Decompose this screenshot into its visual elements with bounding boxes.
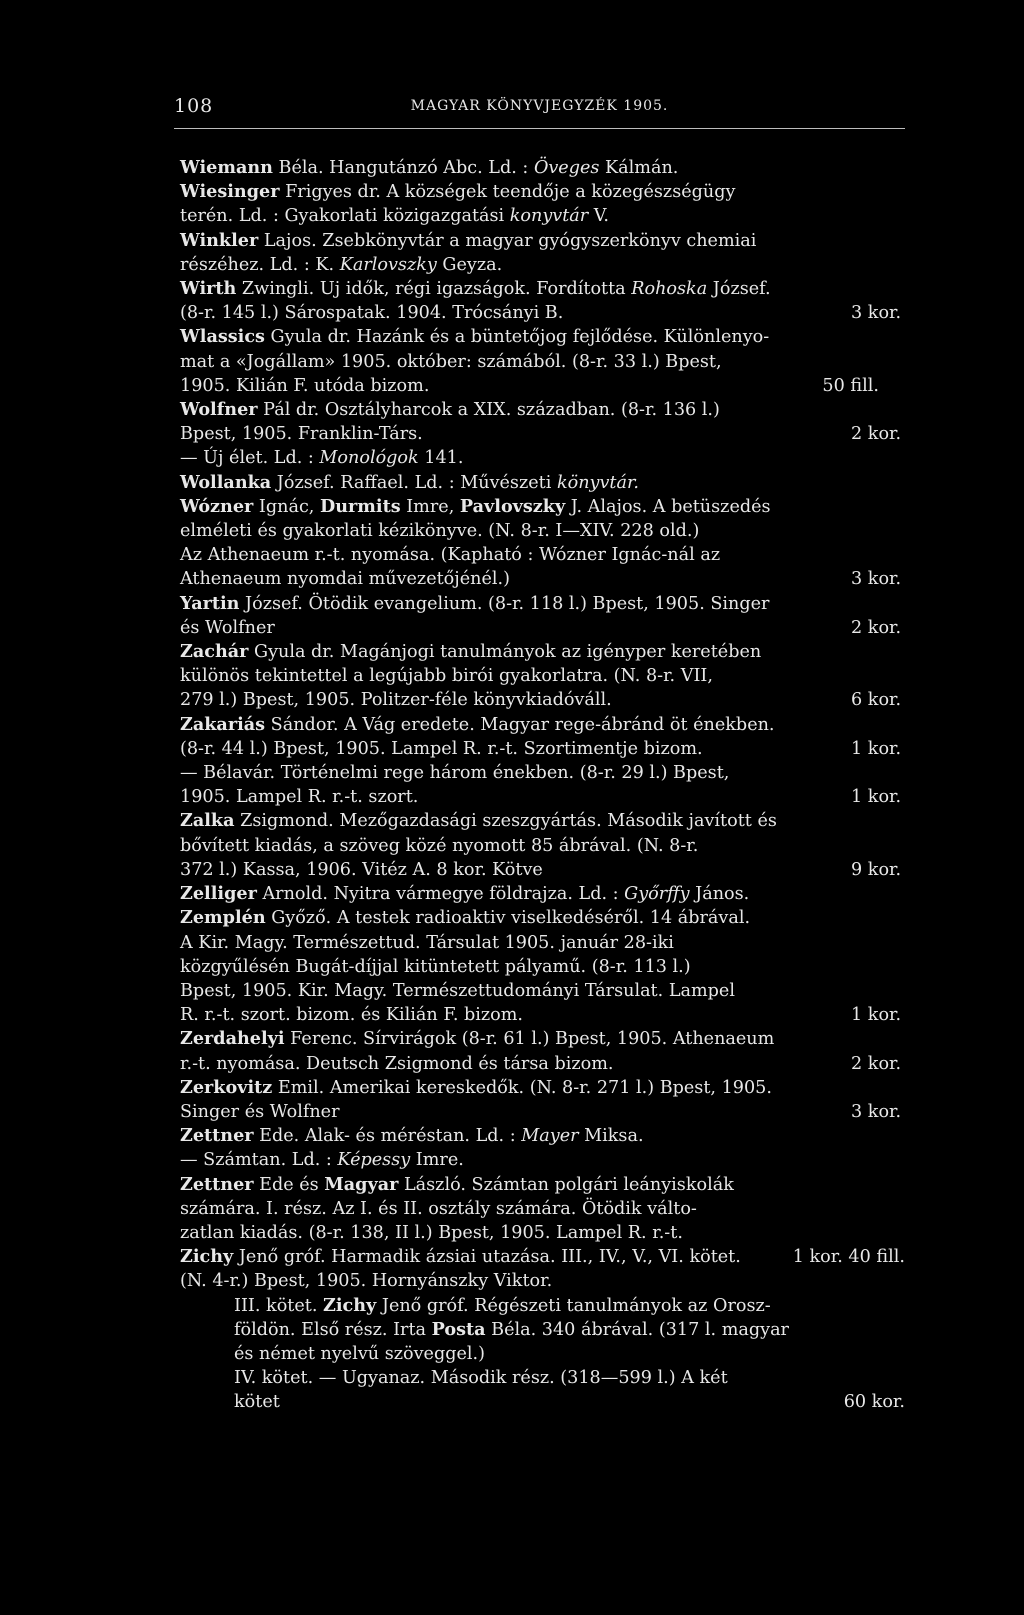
entry-text: kötet bbox=[234, 1392, 280, 1413]
catalog-entry bbox=[180, 277, 905, 325]
entry-text: (8-r. 145 l.) Sárospatak. 1904. Trócsányi B. bbox=[180, 303, 564, 324]
entry-text: Imre, bbox=[400, 496, 460, 517]
entry-line bbox=[180, 325, 905, 349]
entry-text: Pál dr. Osztályharcok a XIX. században. (8-r. 136 l.) bbox=[257, 400, 720, 421]
entry-line bbox=[180, 1124, 905, 1148]
entry-line bbox=[180, 350, 905, 374]
author-name: Pavlovszky bbox=[459, 495, 566, 517]
entry-line bbox=[180, 955, 905, 979]
entry-line bbox=[180, 398, 905, 422]
entry-line bbox=[180, 156, 905, 180]
catalog-entry bbox=[180, 446, 905, 470]
italic-reference: Győrffy bbox=[624, 884, 690, 905]
entry-line bbox=[180, 180, 905, 204]
entry-text: Bpest, 1905. Franklin-Társ. bbox=[180, 424, 423, 445]
author-name: Zelliger bbox=[180, 883, 257, 905]
entry-text: László. Számtan polgári leányiskolák bbox=[398, 1174, 734, 1195]
entry-line bbox=[180, 446, 905, 470]
entry-text: 372 l.) Kassa, 1906. Vitéz A. 8 kor. Kötve bbox=[180, 859, 543, 880]
entry-text: 141. bbox=[418, 448, 464, 469]
catalog-entry bbox=[180, 325, 905, 398]
entry-line bbox=[180, 834, 905, 858]
entry-text: elméleti és gyakorlati kézikönyve. (N. 8-r. I—XIV. 228 old.) bbox=[180, 521, 700, 542]
entry-text: — Bélavár. Történelmi rege három énekben. (8-r. 29 l.) Bpest, bbox=[180, 763, 730, 784]
entry-text: Győző. A testek radioaktiv viselkedéséről. 14 ábrával. bbox=[265, 908, 751, 929]
catalog-entry bbox=[180, 1366, 905, 1414]
entry-text: Zwingli. Uj idők, régi igazságok. Fordította bbox=[236, 279, 632, 300]
entry-text: A Kir. Magy. Természettud. Társulat 1905. január 28-iki bbox=[180, 932, 674, 953]
entry-text: és német nyelvű szöveggel.) bbox=[234, 1343, 485, 1364]
catalog-entry bbox=[180, 398, 905, 446]
entry-text: 1905. Lampel R. r.-t. szort. bbox=[180, 787, 419, 808]
entry-line: Singer és Wolfner 3 kor. bbox=[180, 1101, 902, 1122]
entry-text: Frigyes dr. A községek teendője a közegészségügy bbox=[279, 182, 736, 203]
author-name: Zettner bbox=[180, 1173, 254, 1195]
entry-text: Geyza. bbox=[436, 254, 503, 275]
catalog-entry bbox=[180, 495, 905, 592]
catalog-entry bbox=[180, 882, 905, 906]
author-name: Wózner bbox=[180, 495, 254, 517]
catalog-entry bbox=[180, 761, 905, 809]
entry-line bbox=[180, 1197, 905, 1221]
entry-text: 1905. Kilián F. utóda bizom. bbox=[180, 375, 430, 396]
entry-text: Béla. 340 ábrával. (317 l. magyar bbox=[485, 1319, 789, 1340]
entry-line: 279 l.) Bpest, 1905. Politzer-féle könyvkiadóváll. 6 kor. bbox=[180, 690, 902, 711]
catalog-entry bbox=[180, 640, 905, 713]
header-rule bbox=[174, 128, 905, 129]
entry-text: J. Alajos. A betüszedés bbox=[565, 496, 771, 517]
catalog-entry bbox=[180, 1124, 905, 1148]
entry-text: III. kötet. bbox=[234, 1295, 324, 1316]
entry-text: Gyula dr. Hazánk és a büntetőjog fejlődése. Különlenyo- bbox=[264, 327, 770, 348]
entry-text: r.-t. nyomása. Deutsch Zsigmond és társa bizom. bbox=[180, 1053, 614, 1074]
entry-text: Ede. Alak- és méréstan. Ld. : bbox=[253, 1126, 522, 1147]
entry-text: Az Athenaeum r.-t. nyomása. (Kapható : Wózner Ignác-nál az bbox=[180, 545, 721, 566]
entry-line bbox=[180, 495, 905, 519]
page-number: 108 bbox=[174, 95, 214, 117]
entry-text: József. bbox=[707, 279, 771, 300]
entry-text: — Számtan. Ld. : bbox=[180, 1150, 338, 1171]
price: 60 kor. bbox=[843, 1392, 905, 1413]
entry-text: közgyűlésén Bugát-díjjal kitüntetett pályamű. (8-r. 113 l.) bbox=[180, 956, 691, 977]
entry-line bbox=[180, 277, 905, 301]
author-name: Zemplén bbox=[180, 907, 266, 929]
catalog-entry bbox=[180, 809, 905, 882]
entry-line bbox=[180, 713, 905, 737]
author-name: Zerdahelyi bbox=[180, 1028, 285, 1050]
entry-line bbox=[180, 664, 905, 688]
price: 1 kor. 40 fill. bbox=[792, 1247, 905, 1268]
author-name: Zettner bbox=[180, 1125, 254, 1147]
entry-line bbox=[180, 1148, 905, 1172]
entry-text: Zsigmond. Mezőgazdasági szeszgyártás. Második javított és bbox=[234, 811, 777, 832]
author-name: Posta bbox=[431, 1318, 486, 1340]
italic-reference: konyvtár bbox=[509, 206, 589, 227]
catalog-entry bbox=[180, 713, 905, 761]
entry-line bbox=[180, 543, 905, 567]
entry-text: Athenaeum nyomdai művezetőjénél.) bbox=[180, 569, 510, 590]
entry-line bbox=[180, 809, 905, 833]
entry-text: Kálmán. bbox=[599, 158, 679, 178]
entry-text: Gyula dr. Magánjogi tanulmányok az igényper keretében bbox=[248, 642, 762, 663]
entry-line bbox=[234, 1390, 905, 1414]
author-name: Zachár bbox=[180, 641, 249, 663]
entry-line: Bpest, 1905. Franklin-Társ. 2 kor. bbox=[180, 424, 902, 445]
author-name: Wolfner bbox=[180, 399, 258, 421]
author-name: Yartin bbox=[180, 592, 240, 614]
catalog-entry bbox=[180, 180, 905, 228]
entry-line bbox=[234, 1294, 905, 1318]
entry-text: Lajos. Zsebkönyvtár a magyar gyógyszerkönyv chemiai bbox=[258, 230, 757, 251]
author-name: Zalka bbox=[180, 810, 235, 832]
entry-text: IV. kötet. — Ugyanaz. Második rész. (318—599 l.) A két bbox=[234, 1368, 728, 1389]
entry-text: Ferenc. Sírvirágok (8-r. 61 l.) Bpest, 1905. Athenaeum bbox=[284, 1029, 775, 1050]
entry-line bbox=[180, 229, 905, 253]
italic-reference: Karlovszky bbox=[339, 254, 437, 275]
entry-line bbox=[180, 931, 905, 955]
entry-text: terén. Ld. : Gyakorlati közigazgatási bbox=[180, 206, 510, 227]
entry-text: mat a «Jogállam» 1905. október: számából. (8-r. 33 l.) Bpest, bbox=[180, 351, 722, 372]
entry-line bbox=[180, 906, 905, 930]
entry-line bbox=[180, 1076, 905, 1100]
entry-text: Jenő gróf. Régészeti tanulmányok az Orosz- bbox=[376, 1295, 771, 1316]
catalog-entry bbox=[180, 1294, 905, 1367]
entry-line bbox=[180, 1221, 905, 1245]
entry-text: Emil. Amerikai kereskedők. (N. 8-r. 271 l.) Bpest, 1905. bbox=[272, 1077, 772, 1098]
entry-line bbox=[234, 1366, 905, 1390]
entry-line bbox=[180, 592, 905, 616]
author-name: Wollanka bbox=[180, 471, 272, 493]
entry-text: Ede és bbox=[253, 1174, 325, 1195]
entry-line bbox=[180, 640, 905, 664]
author-name: Zichy bbox=[323, 1294, 377, 1316]
italic-reference: Öveges bbox=[533, 158, 600, 178]
entry-text: zatlan kiadás. (8-r. 138, II l.) Bpest, 1905. Lampel R. r.-t. bbox=[180, 1222, 683, 1243]
entry-text: Miksa. bbox=[578, 1126, 644, 1147]
entry-line bbox=[180, 471, 905, 495]
catalog-entry bbox=[180, 156, 905, 180]
entry-text: Imre. bbox=[410, 1150, 464, 1171]
author-name: Zerkovitz bbox=[180, 1076, 273, 1098]
entry-line bbox=[234, 1318, 905, 1342]
author-name: Zakariás bbox=[180, 713, 266, 735]
author-name: Wiesinger bbox=[180, 181, 280, 203]
entry-line bbox=[180, 1027, 905, 1051]
entry-line: 1905. Lampel R. r.-t. szort. 1 kor. bbox=[180, 787, 902, 808]
entry-text: (8-r. 44 l.) Bpest, 1905. Lampel R. r.-t. Szortimentje bizom. bbox=[180, 738, 703, 759]
entry-line bbox=[180, 1269, 905, 1293]
catalog-entry bbox=[180, 229, 905, 277]
entry-text: János. bbox=[689, 884, 750, 905]
author-name: Wirth bbox=[180, 278, 237, 300]
entry-line: (8-r. 44 l.) Bpest, 1905. Lampel R. r.-t. Szortimentje bizom. 1 kor. bbox=[180, 738, 902, 759]
entry-text: V. bbox=[588, 206, 610, 227]
entry-text: Singer és Wolfner bbox=[180, 1101, 340, 1122]
entry-text: R. r.-t. szort. bizom. és Kilián F. bizom. bbox=[180, 1005, 524, 1026]
entry-line: és Wolfner 2 kor. bbox=[180, 617, 902, 638]
running-title: MAGYAR KÖNYVJEGYZÉK 1905. bbox=[410, 98, 669, 114]
catalog-entry bbox=[180, 906, 905, 1027]
entry-text: József. Raffael. Ld. : Művészeti bbox=[271, 472, 557, 493]
entry-line bbox=[234, 1342, 905, 1366]
author-name: Durmits bbox=[319, 495, 401, 517]
entry-line: (8-r. 145 l.) Sárospatak. 1904. Trócsányi B. 3 kor. bbox=[180, 303, 902, 324]
italic-reference: Rohoska bbox=[631, 279, 708, 300]
catalog-entry bbox=[180, 592, 905, 640]
entry-text: Béla. Hangutánzó Abc. Ld. : bbox=[272, 158, 534, 178]
entry-text: Arnold. Nyitra vármegye földrajza. Ld. : bbox=[256, 884, 625, 905]
catalog-entry bbox=[180, 1076, 905, 1124]
entry-line bbox=[180, 979, 905, 1003]
author-name: Winkler bbox=[180, 229, 259, 251]
entry-text: és Wolfner bbox=[180, 617, 275, 638]
entry-line bbox=[180, 204, 905, 228]
italic-reference: Mayer bbox=[521, 1126, 579, 1147]
entry-line bbox=[180, 374, 905, 398]
entry-text: Jenő gróf. Harmadik ázsiai utazása. III., IV., V., VI. kötet. bbox=[233, 1247, 741, 1268]
catalog-entry bbox=[180, 471, 905, 495]
page-header bbox=[174, 95, 905, 125]
entry-line: Athenaeum nyomdai művezetőjénél.) 3 kor. bbox=[180, 569, 902, 590]
price: 50 fill. bbox=[822, 375, 879, 396]
catalog-entry bbox=[180, 1027, 905, 1075]
italic-reference: Képessy bbox=[337, 1150, 411, 1171]
entry-text: Sándor. A Vág eredete. Magyar rege-ábránd öt énekben. bbox=[265, 714, 775, 735]
italic-reference: Monológok bbox=[319, 448, 419, 469]
entry-text: részéhez. Ld. : K. bbox=[180, 254, 340, 275]
entry-line: R. r.-t. szort. bizom. és Kilián F. bizom. 1 kor. bbox=[180, 1005, 902, 1026]
entry-line: r.-t. nyomása. Deutsch Zsigmond és társa bizom. 2 kor. bbox=[180, 1053, 902, 1074]
entry-text: Bpest, 1905. Kir. Magy. Természettudományi Társulat. Lampel bbox=[180, 980, 735, 1001]
entry-text: (N. 4-r.) Bpest, 1905. Hornyánszky Viktor. bbox=[180, 1271, 553, 1292]
author-name: Magyar bbox=[324, 1173, 399, 1195]
entry-text: — Új élet. Ld. : bbox=[180, 448, 320, 469]
entry-line bbox=[180, 253, 905, 277]
entry-line: 372 l.) Kassa, 1906. Vitéz A. 8 kor. Kötve 9 kor. bbox=[180, 859, 902, 880]
catalog-entry bbox=[180, 1148, 905, 1172]
entry-text: 279 l.) Bpest, 1905. Politzer-féle könyvkiadóváll. bbox=[180, 690, 612, 711]
entry-text: földön. Első rész. Irta bbox=[234, 1319, 432, 1340]
entry-text: különös tekintettel a legújabb birói gyakorlatra. (N. 8-r. VII, bbox=[180, 666, 713, 687]
entry-line bbox=[180, 1173, 905, 1197]
entry-line bbox=[180, 882, 905, 906]
author-name: Wlassics bbox=[180, 326, 265, 348]
entry-text: Ignác, bbox=[253, 496, 320, 517]
entry-text: számára. I. rész. Az I. és II. osztály számára. Ötödik válto- bbox=[180, 1198, 697, 1219]
entry-line bbox=[180, 519, 905, 543]
italic-reference: könyvtár. bbox=[556, 472, 640, 493]
entry-line bbox=[180, 761, 905, 785]
author-name: Zichy bbox=[180, 1246, 234, 1268]
entry-text: bővített kiadás, a szöveg közé nyomott 85 ábrával. (N. 8-r. bbox=[180, 835, 699, 856]
entry-text: József. Ötödik evangelium. (8-r. 118 l.) Bpest, 1905. Singer bbox=[239, 593, 770, 614]
catalog-entries bbox=[180, 156, 905, 1415]
author-name: Wiemann bbox=[180, 157, 273, 178]
